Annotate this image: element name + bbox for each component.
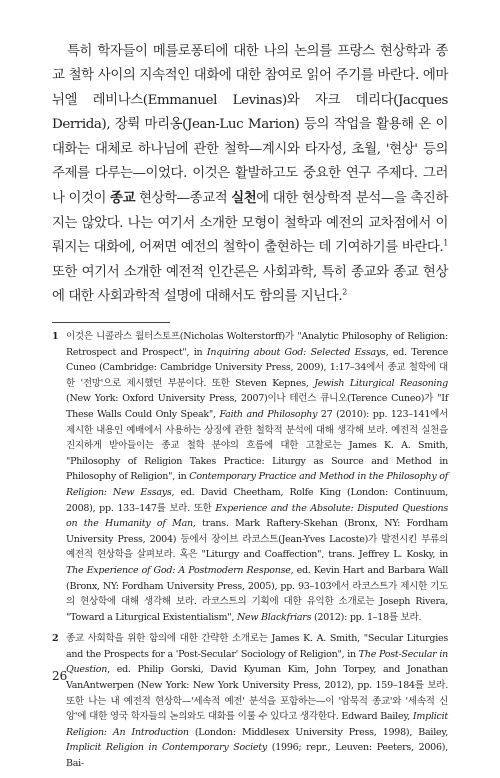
- footnotes: [52, 329, 448, 778]
- footnote-2: 2 종교 사회학을 위한 함의에 대한 간략한 소개로는 James K. A. Smith, "Secular Liturgies and the Prospects for a 'Post-Secular' Sociology of Religion", in The Post-Secular in Question, ed. Philip Gorski, David Kyuman Kim, John Torpey, and Jonathan VanAntwerpen (New York: New York University Press, 2012), pp. 159–184를 보라. 또한 나는 내 예전적 현상학—'세속적 예전' 분석을 포함하는—이 '암묵적 종교'와 '세속적 신앙'에 대한 영국 학자들의 논의와도 대화를 이룰 수 있다고 생각한다. Edward Bailey, Implicit Religion: An Introduction (London: Middlesex University Press, 1998), Bailey, Implicit Religion in Contemporary Society (1996; repr., Leuven: Peeters, 2006), Bai-: [52, 633, 449, 770]
- emphasis-practice: 실천: [231, 190, 257, 207]
- footnote-marker-1: 1: [443, 238, 448, 248]
- emphasis-religion: 종교: [110, 190, 136, 207]
- page-number: 26: [52, 669, 68, 683]
- footnote-1: 1 이것은 니콜라스 월터스토프(Nicholas Wolterstorff)가 "Analytic Philosophy of Religion: Retrospect and Prospect", in Inquiring about God: Selected Essays, ed. Terence Cuneo (Cambridge: Cambridge University Press, 2009), 1:17–34에서 종교 철학에 대한 '전망'으로 제시했던 부분이다. 또한 Steven Kepnes, Jewish Liturgical Reasoning (New York: Oxford University Press, 2007)이나 테런스 큐니오(Terence Cuneo)가 "If These Walls Could Only Speak", Faith and Philosophy 27 (2010): pp. 123–141에서 제시한 내용인 예배에서 사용하는 상징에 관한 철학적 분석에 대해 생각해 보라. 예전적 실천을 진지하게 받아들이는 종교 철학 분야의 흐름에 대한 고찰로는 James K. A. Smith, "Philosophy of Religion Takes Practice: Liturgy as Source and Method in Philosophy of Religion", in Contemporary Practice and Method in the Philosophy of Religion: New Essays, ed. David Cheetham, Rolfe King (London: Continuum, 2008), pp. 133–147를 보라. 또한 Experience and the Absolute: Disputed Questions on the Humanity of Man, trans. Mark Raftery-Skehan (Bronx, NY: Fordham University Press, 2004) 등에서 장이브 라코스트(Jean-Yves Lacoste)가 발전시킨 부류의 예전적 현상학을 살펴보라. 혹은 "Liturgy and Coaffection", trans. Jeffrey L. Kosky, in The Experience of God: A Postmodern Response, ed. Kevin Hart and Barbara Wall (Bronx, NY: Fordham University Press, 2005), pp. 93–103에서 라코스트가 제시한 기도의 현상학에 대해 생각해 보라. 라코스트의 기획에 대한 유익한 소개로는 Joseph Rivera, "Toward a Liturgical Existentialism", New Blackfriars (2012): pp. 1–18를 보라.: [52, 331, 449, 623]
- main-text: [52, 40, 448, 309]
- footnote-number: 1: [52, 331, 59, 342]
- footnote-number: 2: [52, 633, 59, 645]
- footnote-marker-2: 2: [342, 287, 347, 297]
- body-paragraph: 특히 학자들이 메를로퐁티에 대한 나의 논의를 프랑스 현상학과 종교 철학 사이의 지속적인 대화에 대한 참여로 읽어 주기를 바란다. 에마뉘엘 레비나스(Emmanuel Levinas)와 자크 데리다(Jacques Derrida), 장뤽 마리옹(Jean-Luc Marion) 등의 작업을 활용해 온 이 대화는 대체로 하나님에 관한 철학—계시와 타자성, 초월, '현상' 등의 주제를 다루는—이었다. 이것은 활발하고도 중요한 연구 주제다. 그러나 이것이 종교 현상학—종교적 실천에 대한 현상학적 분석—을 촉진하지는 않았다. 나는 여기서 소개한 모형이 철학과 예전의 교차점에서 이뤄지는 대화에, 어쩌면 예전의 철학이 출현하는 데 기여하기를 바란다.$^1$ 또한 여기서 소개한 예전적 인간론은 사회과학, 특히 종교와 종교 현상에 대한 사회과학적 설명에 대해서도 함의를 지닌다.$^2$: [52, 44, 448, 305]
- footnote-separator: [52, 322, 170, 323]
